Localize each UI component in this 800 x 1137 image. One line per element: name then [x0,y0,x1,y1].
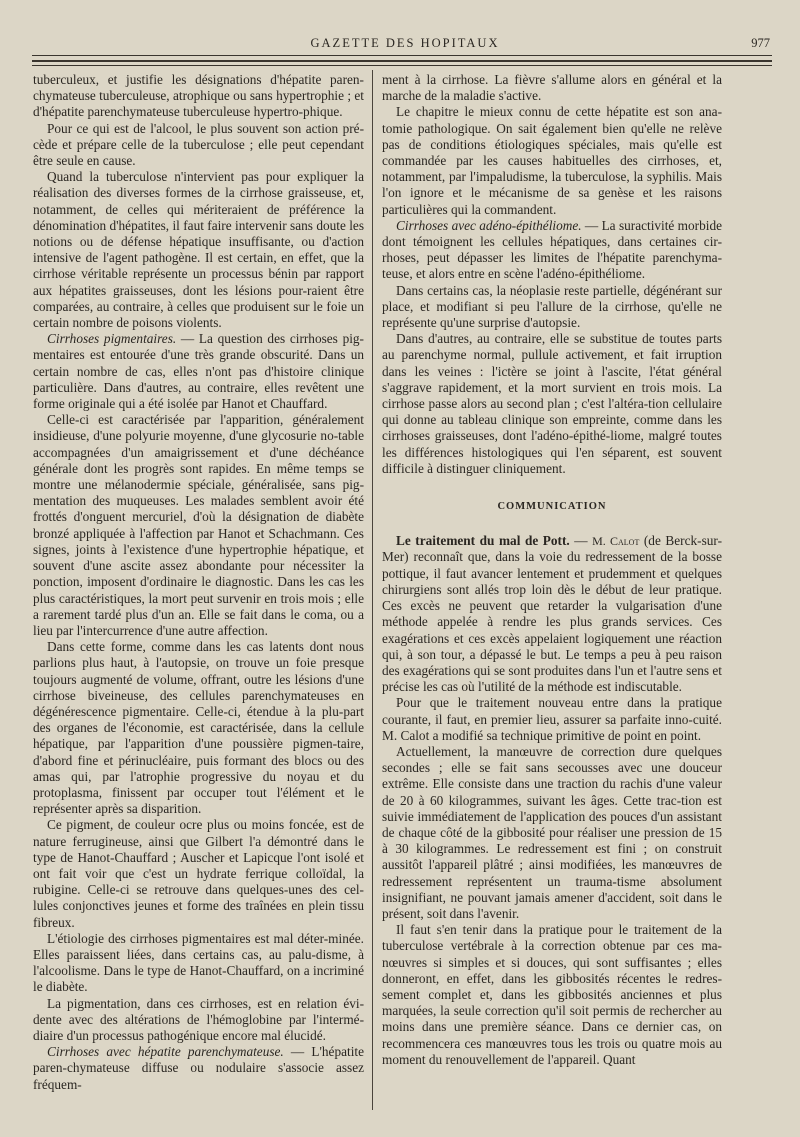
paragraph [33,72,364,121]
column-divider [372,70,373,1110]
paragraph-text: Quand la tuberculose n'intervient pas pour expliquer la réalisation des diverses formes de la cirrhose graisseuse, et, notamment, de celles qui mériteraient de préférence la dénomination d'hépatites, il faut faire intervenir sans doute les notions ou de défense hépatique insuffisante, ou d'action intensive de l'agent pathogène. Il est certain, en effet, que la cirrhose véritable représente un processus bénin par rapport aux hépatites graisseuses, dont les lésions pour-raient être comparées, au contraire, à celles que produisent sur le foie un certain nombre de poisons violents. [33,169,364,331]
paragraph [33,412,364,639]
section-heading: COMMUNICATION [497,501,607,513]
right-column-top [382,72,722,477]
paragraph [33,639,364,817]
article-lead: Le traitement du mal de Pott. [396,533,570,549]
paragraph [33,331,364,412]
header-rule [32,65,772,66]
page-number: 977 [751,36,770,50]
paragraph-text: (de Berck-sur-Mer) reconnaît que, dans la voie du redressement de la bosse pottique, il faut avancer lentement et prudemment et quelques chirurgiens sont allés trop loin dès le début de leur pratique. Ces excès ne peuvent que retarder la vulgarisation d'une méthode appelée à rendre les plus grands services. Ces exagérations et ces excès appelaient logiquement une réaction qui, à son tour, a dépassé le but. Le temps a peu à peu raison des exagérations qui se sont produites dans l'un et l'autre sens et précise les cas où l'utilité de la méthode est indiscutable. [382,533,722,695]
paragraph-text: Ce pigment, de couleur ocre plus ou moins foncée, est de nature ferrugineuse, ainsi que Gilbert l'a démontré dans le type de Hanot-Chauffard ; Auscher et Lapicque l'ont isolé et ont fait voir que c'est un hydrate ferrique colloïdal, la rubigine. Celle-ci se retrouve dans quelques-unes des cel-lules conjonctives jeunes et forme des traînées en plein tissu fibreux. [33,817,364,930]
paragraph [33,931,364,996]
right-column-bottom [382,533,722,1068]
paragraph-text: Actuellement, la manœuvre de correction dure quelques secondes ; elle se fait sans secousses avec une douceur extrême. Elle consiste dans une traction du rachis d'une valeur de 20 à 60 kilogrammes, suivant les âges. Cette trac-tion est suivie immédiatement de l'application des pouces d'un assistant de chaque côté de la gibbosité pour réaliser une pression de 15 à 30 kilogrammes. Le redressement est fini ; on construit aussitôt l'appareil plâtré ; ainsi modifiées, les manœuvres de redressement représentent un trauma-tisme absolument insignifiant, ne pouvant jamais amener d'accident, soit dans le présent, soit dans l'avenir. [382,743,722,921]
paragraph [382,72,722,104]
subheading: Cirrhoses avec hépatite parenchymateuse. [47,1044,284,1060]
paragraph-text: Pour ce qui est de l'alcool, le plus souvent son action pré-cède et prépare celle de la tuberculose ; elle peut cependant être seule en cause. [33,120,364,169]
paragraph-text: — La question des cirrhoses pig-mentaires est entourée d'une très grande obscurité. Dans un certain nombre de cas, elles n'ont pas d'histoire clinique particulière. Dans d'autres, au contraire, elles revêtent une forme originale qui a été isolée par Hanot et Chauffard. [33,331,364,412]
page-header [40,36,770,50]
paragraph-text: Dans cette forme, comme dans les cas latents dont nous parlions plus haut, à l'autopsie, on trouve un foie presque toujours augmenté de volume, offrant, outre les lésions d'une cirrhose biveineuse, des cellules parenchymateuses en dégénérescence pigmentaire. Celle-ci, étendue à la plu-part des organes de l'économie, est caractérisée, dans la cellule hépatique, par l'apparition d'une poussière pigmen-taire, d'abord fine et périnucléaire, puis formant des blocs ou des amas qui, par l'atrophie progressive du noyau et du protoplasma, finissent par occuper tout l'élément et le représenter après sa disparition. [33,639,364,817]
paragraph-text: La pigmentation, dans ces cirrhoses, est en relation évi-dente avec des altérations de l'hémoglobine par l'intermé-diaire d'un processus pathogénique encore mal élucidé. [33,995,364,1043]
subheading: Cirrhoses pigmentaires. [47,331,177,347]
paragraph [382,695,722,744]
paragraph [33,817,364,930]
paragraph-text: ment à la cirrhose. La fièvre s'allume alors en général et la marche de la maladie s'active. [382,72,722,104]
paragraph: Le traitement du mal de Pott. — M. Calot (de Berck-sur-Mer) reconnaît que, dans la voie du redressement de la bosse pottique, il faut avancer lentement et prudemment et quelques chirurgiens sont allés trop loin dès le début de leur pratique. Ces excès ne peuvent que retarder la vulgarisation d'une méthode appelée à rendre les plus grands services. Ces exagérations et ces excès appelaient logiquement une réaction qui, à son tour, a dépassé le but. Le temps a peu à peu raison des exagérations qui se sont produites dans l'un et l'autre sens et précise les cas où l'utilité de la méthode est indiscutable. [382,533,722,695]
page-title: GAZETTE DES HOPITAUX [310,36,500,50]
paragraph-text: Le chapitre le mieux connu de cette hépatite est son ana-tomie pathologique. On sait également bien qu'elle ne relève pas de conditions étiologiques spéciales, mais qu'elle est commandée par les causes habituelles des cirrhoses, et, notamment, par l'impaludisme, la tuberculose, la syphilis. Mais l'on ignore et le mécanisme de sa genèse et les raisons particulières qui la commandent. [382,104,722,217]
header-rule [32,55,772,56]
paragraph [33,996,364,1045]
paragraph [382,283,722,332]
author-name: M. Calot [592,534,640,549]
left-column [33,72,364,1093]
paragraph-text: Celle-ci est caractérisée par l'apparition, généralement insidieuse, d'une polyurie moyenne, d'une glycosurie no-table accompagnées d'un amaigrissement et d'une déchéance générale dont les progrès sont rapides. En même temps se montre une mélanodermie spéciale, généralisée, sans pig-mentation des muqueuses. Les malades semblent avoir été frottés d'onguent mercuriel, d'où la désignation de diabète bronzé appliquée à l'affection par Hanot et Schachmann. Ces signes, joints à l'existence d'une hypertrophie hépatique, et souvent d'une ascite assez abondante pour nécessiter la ponction, imposent d'ordinaire le diagnostic. Dans les cas les plus caractéristiques, la mort peut survenir en trois mois ; elle a rarement tardé plus d'un an. Elle se fait dans le coma, ou a lieu par l'intercurrence d'une autre affection. [33,412,364,638]
paragraph [33,169,364,331]
right-column [382,72,722,1068]
header-rule [32,60,772,62]
paragraph [33,121,364,170]
paragraph-text: — L'hépatite paren-chymateuse diffuse ou nodulaire s'associe assez fréquem- [33,1044,364,1092]
paragraph [382,922,722,1068]
paragraph-text: Il faut s'en tenir dans la pratique pour le traitement de la tuberculose vertébrale à la correction obtenue par ces ma-nœuvres si simples et si douces, qui sont suffisantes ; elles donneront, en effet, dans les gibbosités récentes le redres-sement complet et, dans les gibbosités anciennes et plus marquées, la seule correction qu'il soit permis de rechercher au moins dans une première séance. Dans ce dernier cas, on recommencera ces manœuvres tous les trois ou quatre mois au moment du renouvellement de l'appareil. Quant [382,922,722,1067]
paragraph-text: Dans certains cas, la néoplasie reste partielle, dégénérant sur place, et modifiant si peu l'allure de la cirrhose, qu'elle ne représente qu'une surprise d'autopsie. [382,282,722,331]
paragraph [382,218,722,283]
paragraph-text: — La suractivité morbide dont témoignent les cellules hépatiques, dans certaines cir-rhoses, peut dépasser les limites de l'hépatite parenchyma-teuse, et alors entre en scène l'adéno-épithéliome. [382,217,722,282]
paragraph-text: L'étiologie des cirrhoses pigmentaires est mal déter-minée. Elles paraissent liées, dans certains cas, au palu-disme, à l'alcoolisme. Dans le type de Hanot-Chauffard, on a incriminé le diabète. [33,930,364,995]
paragraph [382,744,722,922]
paragraph-text: tuberculeux, et justifie les désignations d'hépatite paren-chymateuse tuberculeuse, atrophique ou sans hypertrophie ; et d'hépatite parenchymateuse tuberculeuse hypertro-phique. [33,72,364,120]
paragraph [382,331,722,477]
subheading: Cirrhoses avec adéno-épithéliome. [396,217,582,233]
paragraph [382,104,722,217]
paragraph-text: Dans d'autres, au contraire, elle se substitue de toutes parts au parenchyme normal, pullule activement, et fait irruption dans les veines : l'ictère se joint à l'ascite, l'état général s'aggrave rapidement, et la mort survient en trois mois. La cirrhose passe alors au second plan ; c'est l'altéra-tion cellulaire qui donne au tableau clinique son empreinte, comme dans les cirrhoses graisseuses, dont l'adéno-épithé-liome, malgré toutes les différences histologiques qui l'en séparent, est souvent difficile à distinguer cliniquement. [382,331,722,476]
paragraph-text: Pour que le traitement nouveau entre dans la pratique courante, il faut, en premier lieu, assurer sa parfaite inno-cuité. M. Calot a modifié sa technique primitive de point en point. [382,695,722,743]
paragraph [33,1044,364,1093]
